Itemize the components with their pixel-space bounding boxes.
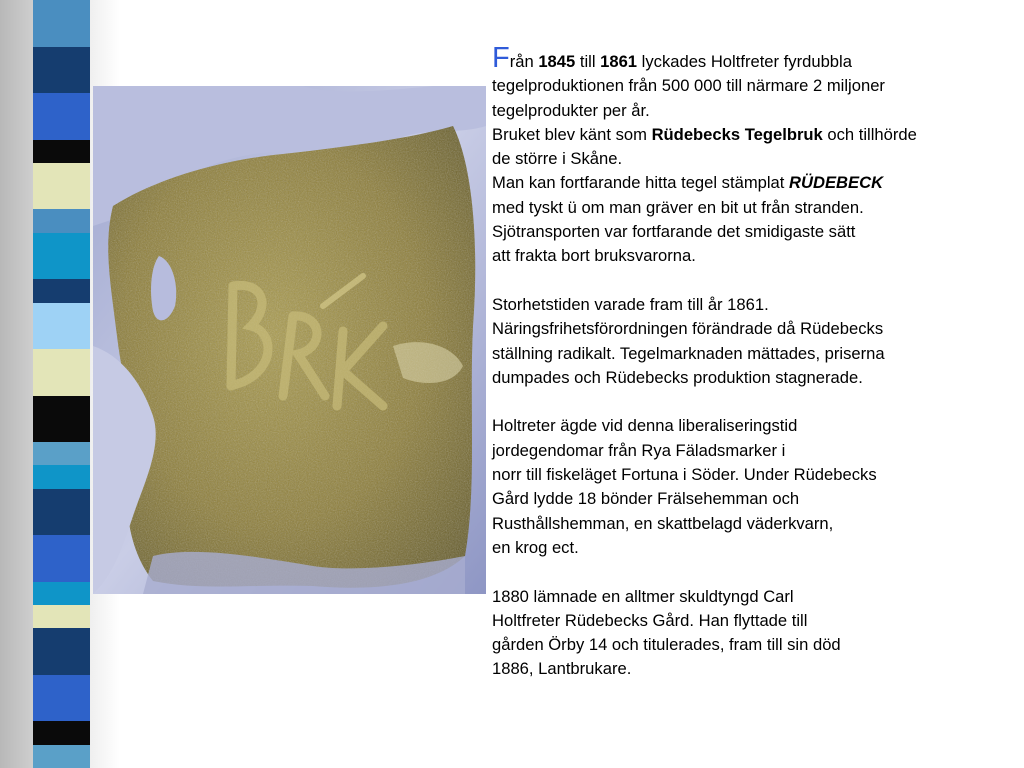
stripe-segment	[33, 233, 90, 280]
stripe-segment	[33, 140, 90, 163]
paragraph-gap	[492, 269, 1020, 293]
brickworks-name: Rüdebecks Tegelbruk	[651, 124, 823, 144]
text-line: ställning radikalt. Tegelmarknaden mättades, priserna	[492, 343, 885, 363]
stripe-segment	[33, 209, 90, 232]
year-start: 1845	[538, 52, 576, 71]
paragraph-gap	[492, 390, 1020, 414]
stamp-name: RÜDEBECK	[789, 173, 884, 193]
stripe-segment	[33, 721, 90, 744]
stripe-segment	[33, 0, 90, 47]
text-line: de större i Skåne.	[492, 149, 623, 169]
text-line: Rusthållshemman, en skattbelagd väderkvarn,	[492, 513, 834, 533]
stripe-segment	[33, 47, 90, 94]
stripe-segment	[33, 605, 90, 628]
body-text	[492, 42, 1020, 682]
text-run: Man kan fortfarande hitta tegel stämplat	[492, 173, 790, 193]
text-line: 1886, Lantbrukare.	[492, 659, 632, 679]
text-run: till	[575, 52, 601, 71]
text-line	[492, 42, 1020, 74]
stripe-segment	[33, 535, 90, 582]
stripe-segment	[33, 279, 90, 302]
text-run: rån	[509, 52, 539, 71]
stripe-segment	[33, 465, 90, 488]
text-line: tegelprodukter per år.	[492, 100, 650, 120]
text-line: med tyskt ü om man gräver en bit ut från stranden.	[492, 197, 864, 217]
text-line	[492, 171, 1020, 195]
text-line: 1880 lämnade en alltmer skuldtyngd Carl	[492, 586, 794, 606]
stripe-segment	[33, 745, 90, 768]
stripe-segment	[33, 93, 90, 140]
year-end: 1861	[600, 52, 638, 71]
text-line: Sjötransporten var fortfarande det smidigaste sätt	[492, 222, 856, 242]
text-line: dumpades och Rüdebecks produktion stagnerade.	[492, 367, 863, 387]
text-line: Holtreter ägde vid denna liberaliseringstid	[492, 416, 798, 436]
brick-photo-image	[93, 86, 486, 594]
stripe-segment	[33, 442, 90, 465]
stripe-segment	[33, 303, 90, 350]
text-line	[492, 123, 1020, 147]
stripe-segment	[33, 349, 90, 396]
stripe-segment	[33, 628, 90, 675]
stripe-segment	[33, 489, 90, 536]
text-line: tegelproduktionen från 500 000 till närmare 2 miljoner	[492, 76, 885, 96]
text-line: Näringsfrihetsförordningen förändrade då Rüdebecks	[492, 319, 884, 339]
text-line: att frakta bort bruksvarorna.	[492, 246, 696, 266]
text-run: och tillhörde	[822, 124, 917, 144]
brick-photo	[93, 86, 486, 594]
text-line: norr till fiskeläget Fortuna i Söder. Under Rüdebecks	[492, 465, 877, 485]
decorative-stripe-bar	[33, 0, 90, 768]
stripe-segment	[33, 163, 90, 210]
text-line: en krog ect.	[492, 537, 579, 557]
stripe-segment	[33, 396, 90, 443]
drop-cap: F	[492, 42, 510, 74]
stripe-segment	[33, 675, 90, 722]
stripe-segment	[33, 582, 90, 605]
text-run: Bruket blev känt som	[492, 124, 652, 144]
paragraph-gap	[492, 560, 1020, 584]
text-line: Storhetstiden varade fram till år 1861.	[492, 294, 769, 314]
text-line: gården Örby 14 och titulerades, fram till sin död	[492, 635, 841, 655]
text-line: jordegendomar från Rya Fäladsmarker i	[492, 440, 786, 460]
text-line: Holtfreter Rüdebecks Gård. Han flyttade till	[492, 610, 808, 630]
text-run: lyckades Holtfreter fyrdubbla	[637, 52, 852, 71]
text-line: Gård lydde 18 bönder Frälsehemman och	[492, 489, 800, 509]
